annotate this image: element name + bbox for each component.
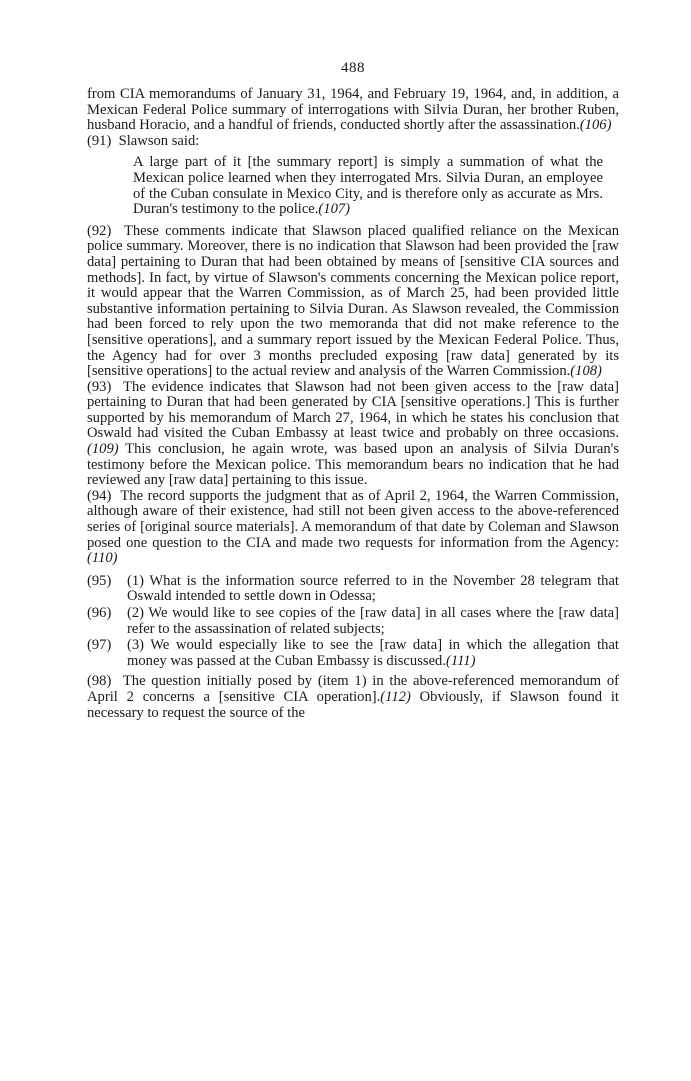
footnote-ref: (109)	[87, 441, 119, 458]
paragraph-text: The record supports the judgment that as of April 2, 1964, the Warren Commission, although aware of their existence, had still not been given access to the above-referenced series of [original source materials]. A memorandum of that date by Coleman and Slawson posed one question to the CIA and made two requests for information from the Agency:	[87, 487, 619, 551]
list-text: (2) We would like to see copies of the [raw data] in all cases where the [raw data] refer to the assassination of related subjects;	[127, 605, 619, 637]
footnote-ref: (107)	[318, 201, 351, 218]
footnote-ref: (108)	[570, 363, 602, 380]
list-number: (95)	[87, 572, 112, 589]
paragraph-93	[87, 380, 619, 489]
paragraph-number: (93)	[87, 378, 112, 395]
footnote-ref: (112)	[380, 688, 411, 705]
list-number: (96)	[87, 605, 112, 621]
intro-paragraph	[87, 87, 619, 134]
paragraph-94	[87, 489, 619, 567]
list-number: (97)	[87, 637, 112, 654]
document-page	[87, 60, 619, 721]
paragraph-92	[87, 224, 619, 380]
block-quote	[133, 155, 603, 217]
paragraph-98	[87, 674, 619, 721]
paragraph-text: Slawson said:	[118, 132, 200, 149]
intro-text: from CIA memorandums of January 31, 1964, and February 19, 1964, and, in addition, a Mexican Federal Police summary of interrogations with Silvia Duran, her brother Ruben, husband Horacio, and a handful of friends, conducted shortly after the assassination.	[87, 86, 619, 134]
paragraph-number: (91)	[87, 132, 112, 149]
paragraph-91	[87, 134, 619, 150]
paragraph-number: (94)	[87, 487, 112, 504]
footnote-ref: (111)	[446, 652, 476, 669]
paragraph-number: (98)	[87, 673, 112, 690]
list-text: (1) What is the information source referred to in the November 28 telegram that Oswald intended to settle down in Odessa;	[127, 572, 619, 605]
list-item	[87, 574, 619, 605]
page-number: 488	[341, 60, 365, 76]
numbered-list	[87, 574, 619, 670]
list-item	[87, 638, 619, 669]
paragraph-number: (92)	[87, 222, 112, 239]
footnote-ref: (106)	[579, 117, 612, 134]
footnote-ref: (110)	[87, 550, 118, 567]
paragraph-text: The question initially posed by (item 1) in the above-referenced memorandum of April 2 concerns a [sensitive CIA operation].	[87, 673, 620, 705]
list-item	[87, 606, 619, 637]
paragraph-text: The evidence indicates that Slawson had not been given access to the [raw data] pertaining to Duran that had been generated by CIA [sensitive operations.] This is further supported by his memorandum of March 27, 1964, in which he states his conclusion that Oswald had visited the Cuban Embassy at least twice and probably on three occasions.	[87, 378, 619, 442]
paragraph-text: These comments indicate that Slawson placed qualified reliance on the Mexican police summary. Moreover, there is no indication that Slawson had been provided the [raw data] pertaining to Duran that had been obtained by means of [sensitive CIA sources and methods]. In fact, by virtue of Slawson's comments concerning the Mexican police report, it would appear that the Warren Commission, as of March 25, had been provided little substantive information pertaining to Silvia Duran. As Slawson revealed, the Commission had been forced to rely upon the two memoranda that did not make reference to the [sensitive operations], and a summary report issued by the Mexican Federal Police. Thus, the Agency had for over 3 months precluded exposing [raw data] generated by its [sensitive operations] to the actual review and analysis of the Warren Commission.	[87, 222, 619, 380]
paragraph-text-continued: This conclusion, he again wrote, was based upon an analysis of Silvia Duran's testimony before the Mexican police. This memorandum bears no indication that he had reviewed any [raw data] pertaining to this issue.	[87, 441, 619, 489]
quote-text: A large part of it [the summary report] is simply a summation of what the Mexican police learned when they interrogated Mrs. Silvia Duran, an employee of the Cuban consulate in Mexico City, and is therefore only as accurate as Mrs. Duran's testimony to the police.	[133, 154, 603, 218]
list-text: (3) We would especially like to see the [raw data] in which the allegation that money was passed at the Cuban Embassy is discussed.	[127, 637, 619, 669]
paragraph-text-continued: Obviously, if Slawson found it necessary to request the source of the	[87, 688, 619, 721]
